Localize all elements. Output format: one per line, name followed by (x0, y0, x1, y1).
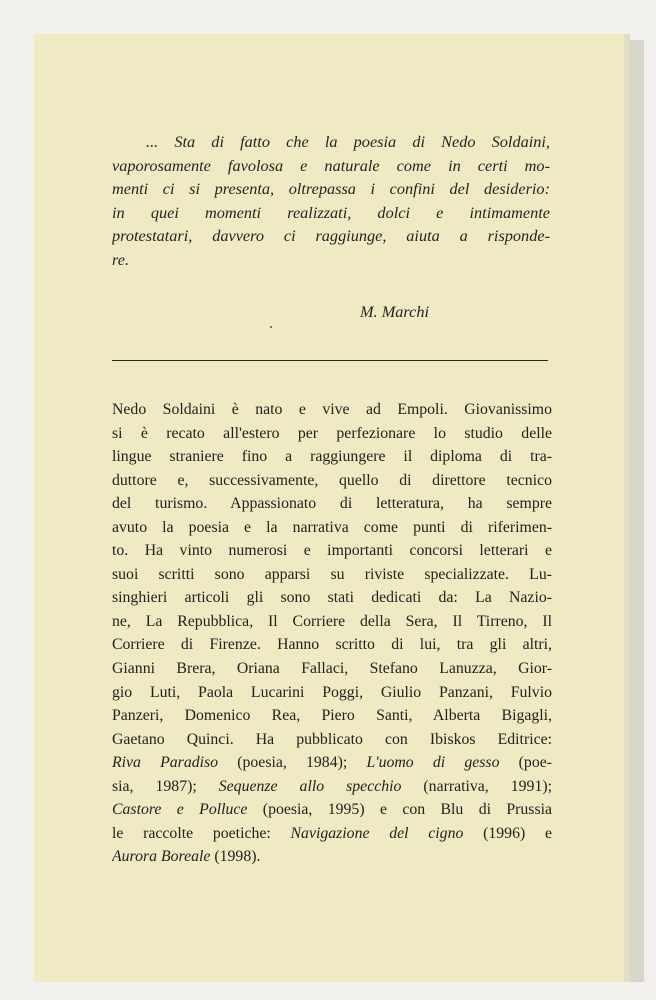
bio-text: (poe- (499, 754, 552, 772)
bio-line: Panzeri, Domenico Rea, Piero Santi, Alberta Bigagli, (112, 707, 552, 725)
bio-line: to. Ha vinto numerosi e importanti concorsi letterari e (112, 542, 552, 560)
book-title: Navigazione del cigno (290, 824, 464, 842)
quote-line: re. (112, 249, 130, 269)
bio-line (112, 822, 552, 846)
bio-text: (narrativa, 1991); (401, 777, 552, 795)
author-biography (112, 398, 552, 869)
bio-line: Nedo Soldaini è nato e vive ad Empoli. Giovanissimo (112, 401, 552, 418)
book-title: Castore e Polluce (112, 801, 248, 819)
bio-line: duttore e, successivamente, quello di direttore tecnico (112, 471, 552, 489)
book-title: L'uomo di gesso (366, 754, 500, 772)
bio-text: sia, 1987); (112, 777, 219, 795)
bio-line: del turismo. Appassionato di letteratura, ha sempre (112, 495, 552, 513)
bio-text: (1996) e (463, 824, 552, 842)
section-divider (112, 360, 548, 361)
paper-speck (270, 326, 272, 328)
bio-text: (poesia, 1984); (218, 754, 367, 772)
quote-line: vaporosamente favolosa e naturale come in certi mo- (112, 155, 550, 175)
bio-line: ne, La Repubblica, Il Corriere della Sera, Il Tirreno, Il (112, 612, 552, 630)
bio-line: lingue straniere fino a raggiungere il diploma di tra- (112, 448, 552, 466)
bio-text: (1998). (210, 848, 261, 866)
quote-line: in quei momenti realizzati, dolci e intimamente (112, 202, 550, 222)
bio-text: le raccolte poetiche: (112, 824, 291, 842)
quote-block (112, 130, 550, 272)
bio-line: Corriere di Firenze. Hanno scritto di lui, tra gli altri, (112, 636, 552, 654)
quote-line: ... Sta di fatto che la poesia di Nedo Soldaini, (146, 132, 550, 151)
book-title: Riva Paradiso (112, 754, 219, 772)
bio-line: Gianni Brera, Oriana Fallaci, Stefano Lanuzza, Gior- (112, 660, 552, 678)
bio-line (112, 798, 552, 822)
bio-line: gio Luti, Paola Lucarini Poggi, Giulio Panzani, Fulvio (112, 683, 552, 701)
quote-line: menti ci si presenta, oltrepassa i confini del desiderio: (112, 179, 550, 199)
bio-line (112, 751, 552, 775)
bio-text: (poesia, 1995) e con Blu di Prussia (247, 801, 552, 819)
quote-author: M. Marchi (360, 302, 430, 321)
bio-line (112, 845, 552, 869)
book-title: Aurora Boreale (112, 848, 211, 866)
bio-line: avuto la poesia e la narrativa come punti di riferimen- (112, 518, 552, 536)
bio-line: si è recato all'estero per perfezionare lo studio delle (112, 424, 552, 442)
bio-line (112, 775, 552, 799)
bio-line: suoi scritti sono apparsi su riviste specializzate. Lu- (112, 565, 552, 583)
quote-line: protestatari, davvero ci raggiunge, aiuta a risponde- (112, 226, 550, 246)
bio-line: singhieri articoli gli sono stati dedicati da: La Nazio- (112, 589, 552, 607)
bio-line: Gaetano Quinci. Ha pubblicato con Ibiskos Editrice: (112, 730, 552, 748)
book-title: Sequenze allo specchio (218, 777, 402, 795)
